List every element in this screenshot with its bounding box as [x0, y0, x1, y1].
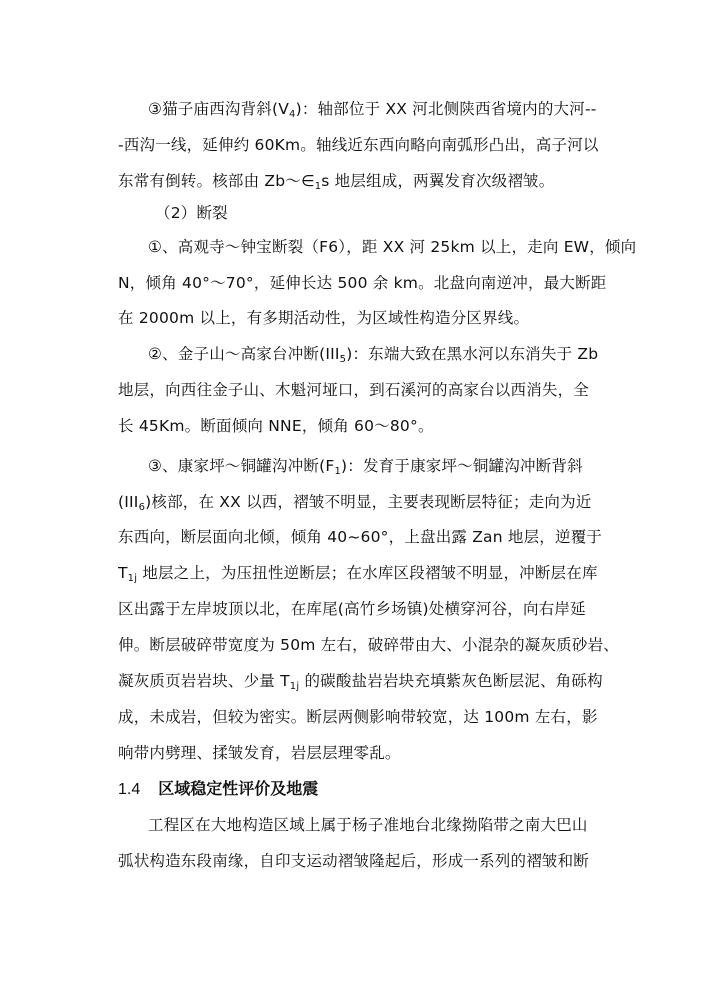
fault3-line-7: 凝灰质页岩岩块、少量 $T_{1j}$ 的碳酸盐岩岩块充填紫灰色断层泥、角砾构: [118, 672, 603, 692]
fault3-line-5: 区出露于左岸坡顶以北，在库尾(高竹乡场镇)处横穿河谷，向右岸延: [118, 600, 586, 618]
fault2-line-3: 长 45Km。断面倾向 NNE，倾角 60～80°。: [118, 417, 434, 435]
anticline-line-3: 东常有倒转。核部由 $Zb\sim\in_1s$ 地层组成，两翼发育次级褶皱。: [118, 172, 555, 192]
section-title: 区域稳定性评价及地震: [158, 779, 319, 798]
fault3-line-1: ③、康家坪～铜罐沟冲断$(F_1)$：发育于康家坪～铜罐沟冲断背斜: [148, 457, 583, 477]
fault1-line-3: 在 2000m 以上，有多期活动性，为区域性构造分区界线。: [118, 309, 530, 327]
anticline-line-1: ③猫子庙西沟背斜$(V_4)$：轴部位于 XX 河北侧陕西省境内的大河--: [148, 100, 597, 120]
fault3-line-6: 伸。断层破碎带宽度为 50m 左右，破碎带由大、小混杂的凝灰质砂岩、: [118, 636, 619, 654]
fault1-line-2: N，倾角 40°～70°，延伸长达 500 余 km。北盘向南逆冲，最大断距: [118, 274, 607, 292]
fault-subheading: （2）断裂: [155, 204, 228, 222]
fault1-line-1: ①、高观寺～钟宝断裂（F6），距 XX 河 25km 以上，走向 EW，倾向: [148, 238, 637, 256]
section-heading: [118, 778, 618, 801]
regional-line-1: 工程区在大地构造区域上属于杨子准地台北缘拗陷带之南大巴山: [148, 816, 588, 834]
fault2-line-2: 地层，向西往金子山、木魁河垭口，到石溪河的高家台以西消失，全: [118, 381, 590, 399]
fault3-line-3: 东西向，断层面向北倾，倾角 40~60°，上盘出露 Zan 地层，逆覆于: [118, 528, 603, 546]
anticline-line-2: -西沟一线，延伸约 60Km。轴线近东西向略向南弧形凸出，高子河以: [118, 136, 599, 154]
section-number: 1.4: [118, 781, 141, 798]
fault3-line-9: 响带内劈理、揉皱发育，岩层层理零乱。: [118, 744, 401, 762]
fault3-line-2: $(III_6)$核部，在 XX 以西，褶皱不明显，主要表现断层特征；走向为近: [118, 493, 592, 513]
fault2-line-1: ②、金子山～高家台冲断$(III_5)$：东端大致在黑水河以东消失于 Zb: [148, 345, 599, 365]
regional-line-2: 弧状构造东段南缘，自印支运动褶皱隆起后，形成一系列的褶皱和断: [118, 852, 590, 870]
fault3-line-8: 成，未成岩，但较为密实。断层两侧影响带较宽，达 100m 左右，影: [118, 708, 598, 726]
fault3-line-4: $T_{1j}$ 地层之上，为压扭性逆断层；在水库区段褶皱不明显，冲断层在库: [118, 564, 598, 584]
